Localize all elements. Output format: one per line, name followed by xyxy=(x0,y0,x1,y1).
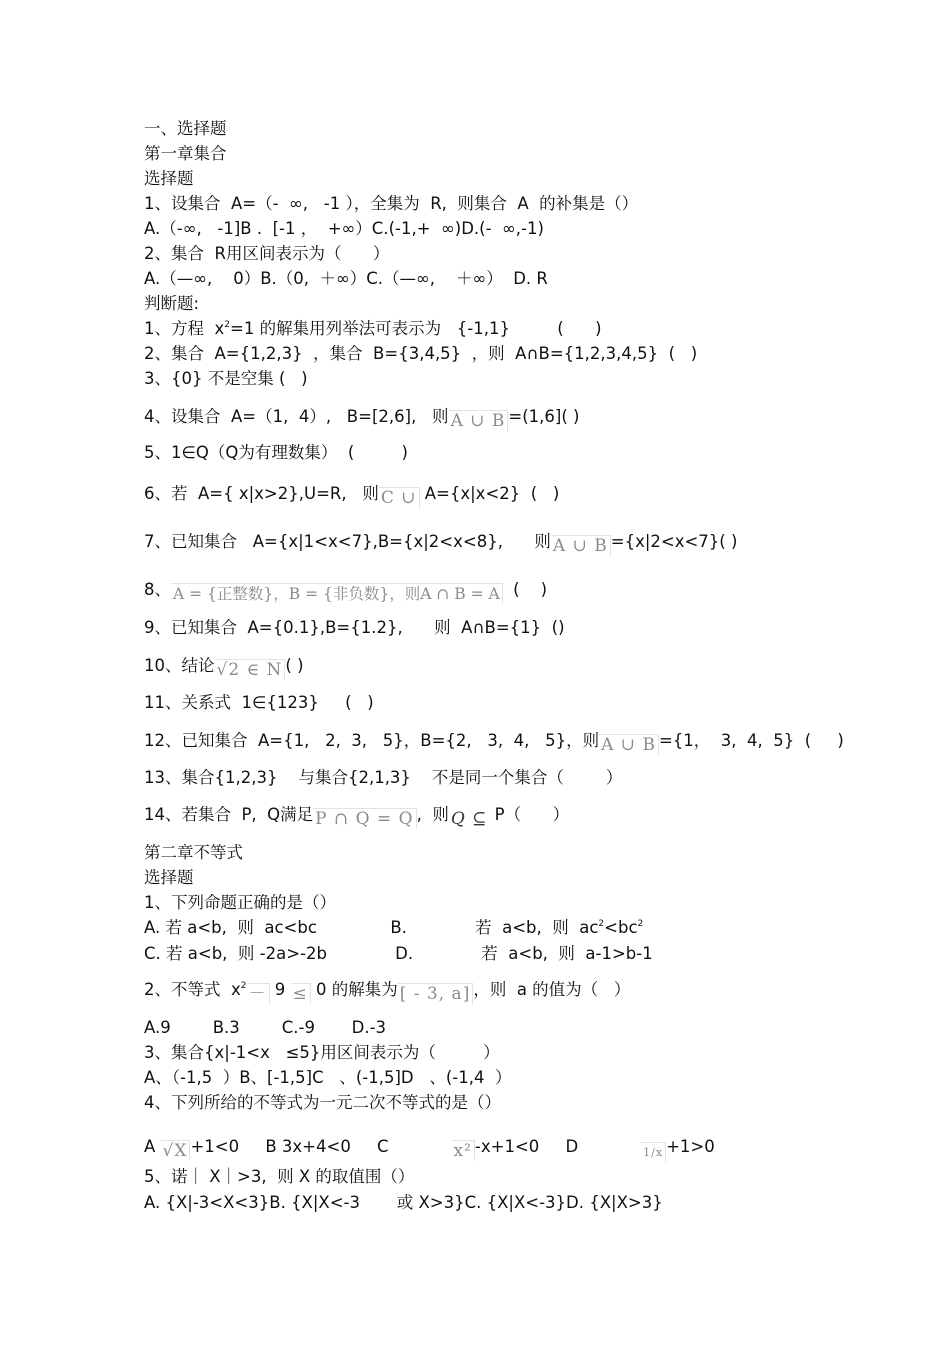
text-segment: 10、结论 xyxy=(144,656,215,675)
formula-image: － xyxy=(247,983,270,1004)
formula-image: [ - 3, a] xyxy=(398,983,474,1004)
formula-image: A ∪ B xyxy=(599,734,659,755)
question-text xyxy=(144,731,844,755)
superscript: 2 xyxy=(637,919,644,929)
text-segment: <bc xyxy=(604,918,638,937)
text-segment: =1 的解集用列举法可表示为 {-1,1} ( ) xyxy=(230,319,602,338)
question-text xyxy=(144,319,602,339)
question-text: 3、{0} 不是空集 ( ) xyxy=(144,369,308,388)
text-segment: -x+1<0 D xyxy=(474,1137,642,1156)
question-text xyxy=(144,805,569,829)
question-text xyxy=(144,580,547,604)
answer-options: A.（-∞, -1]B . [-1 ， +∞）C.(-1,+ ∞)D.(- ∞,-1) xyxy=(144,219,544,238)
subsection-heading: 选择题 xyxy=(144,169,194,188)
formula-image: Q ⊆ xyxy=(450,809,488,829)
chapter-title: 第二章不等式 xyxy=(144,843,243,862)
subsection-heading: 判断题: xyxy=(144,294,200,313)
text-segment: 0 的解集为 xyxy=(310,980,398,999)
superscript: 2 xyxy=(598,919,605,929)
text-segment: ={x|2<x<7}( ) xyxy=(610,532,738,551)
text-segment: A={x|x<2} ( ) xyxy=(419,484,560,503)
text-segment: A xyxy=(144,1137,161,1156)
answer-options xyxy=(144,918,643,938)
text-segment: 1、方程 x xyxy=(144,319,225,338)
formula-image: C ∪ xyxy=(379,487,420,508)
text-segment: 9 xyxy=(269,980,291,999)
section-heading: 一、选择题 xyxy=(144,119,227,138)
question-text: 5、1∈Q（Q为有理数集） ( ) xyxy=(144,443,408,462)
answer-options: C. 若 a<b, 则 -2a>-2b D. 若 a<b, 则 a-1>b-1 xyxy=(144,944,653,963)
formula-image: 1/x xyxy=(641,1142,666,1163)
text-segment: 2、不等式 x xyxy=(144,980,241,999)
text-segment: ( ) xyxy=(502,580,548,599)
text-segment: +1>0 xyxy=(666,1137,715,1156)
text-segment: +1<0 B 3x+4<0 C xyxy=(190,1137,452,1156)
text-segment: P（ ） xyxy=(489,805,570,824)
text-segment: ( ) xyxy=(285,656,304,675)
question-text: 4、下列所给的不等式为一元二次不等式的是（） xyxy=(144,1093,501,1112)
question-text xyxy=(144,484,559,508)
answer-options: A.9 B.3 C.-9 D.-3 xyxy=(144,1018,387,1037)
text-segment: 12、已知集合 A={1, 2, 3, 5}，B={2, 3, 4, 5}，则 xyxy=(144,731,600,750)
text-segment: 4、设集合 A=（1, 4）, B=[2,6], 则 xyxy=(144,407,449,426)
question-text: 13、集合{1,2,3} 与集合{2,1,3} 不是同一个集合（ ） xyxy=(144,768,623,787)
formula-image: A ∪ B xyxy=(551,535,611,556)
question-text xyxy=(144,656,304,680)
formula-image: P ∩ Q = Q xyxy=(313,808,416,829)
answer-options: A.（—∞, 0）B.（0, ＋∞）C.（—∞, ＋∞） D. R xyxy=(144,269,548,288)
question-text: 1、下列命题正确的是（） xyxy=(144,893,336,912)
text-segment: , 则 xyxy=(416,805,449,824)
question-text: 9、已知集合 A={0.1},B={1.2}, 则 A∩B={1} () xyxy=(144,618,565,637)
question-text xyxy=(144,980,630,1004)
question-text: 1、设集合 A=（- ∞, -1 ），全集为 R, 则集合 A 的补集是（） xyxy=(144,194,639,213)
superscript: 2 xyxy=(224,320,230,330)
text-segment: A. 若 a<b, 则 ac<bc B. 若 a<b, 则 ac xyxy=(144,918,599,937)
question-text xyxy=(144,407,579,431)
formula-image: √X xyxy=(161,1140,191,1161)
question-text: 2、集合 R用区间表示为（ ） xyxy=(144,244,390,263)
formula-image: A ∪ B xyxy=(449,410,509,431)
text-segment: ={1， 3, 4, 5} ( ) xyxy=(658,731,844,750)
question-text: 3、集合{x|-1<x ≤5}用区间表示为（ ） xyxy=(144,1043,500,1062)
text-segment: ，则 a 的值为（ ） xyxy=(473,980,631,999)
formula-image: √2 ∈ N xyxy=(215,659,286,680)
formula-image: A = {正整数}，B = {非负数}，则A ∩ B = A xyxy=(171,583,503,604)
superscript: 2 xyxy=(240,981,247,991)
chapter-title: 第一章集合 xyxy=(144,144,227,163)
answer-options: A. {X|-3<X<3}B. {X|X<-3 或 X>3}C. {X|X<-3}D. {X|X>3} xyxy=(144,1193,663,1212)
text-segment: =(1,6]( ) xyxy=(508,407,580,426)
text-segment: 7、已知集合 A={x|1<x<7},B={x|2<x<8}, 则 xyxy=(144,532,551,551)
formula-image: ≤ xyxy=(291,983,311,1004)
text-segment: 14、若集合 P, Q满足 xyxy=(144,805,314,824)
formula-image: x² xyxy=(452,1140,475,1161)
question-text: 5、诺｜ X｜>3, 则 X 的取值围（） xyxy=(144,1167,415,1186)
text-segment: 8、 xyxy=(144,580,171,599)
question-text xyxy=(144,532,737,556)
question-text: 2、集合 A={1,2,3} ，集合 B={3,4,5} ，则 A∩B={1,2,3,4,5} ( ) xyxy=(144,344,698,363)
answer-options: A、（-1,5 ）B、[-1,5]C 、(-1,5]D 、(-1,4 ） xyxy=(144,1068,512,1087)
answer-options xyxy=(144,1137,715,1163)
text-segment: 6、若 A={ x|x>2},U=R, 则 xyxy=(144,484,379,503)
question-text: 11、关系式 1∈{123} ( ) xyxy=(144,693,374,712)
subsection-heading: 选择题 xyxy=(144,868,194,887)
